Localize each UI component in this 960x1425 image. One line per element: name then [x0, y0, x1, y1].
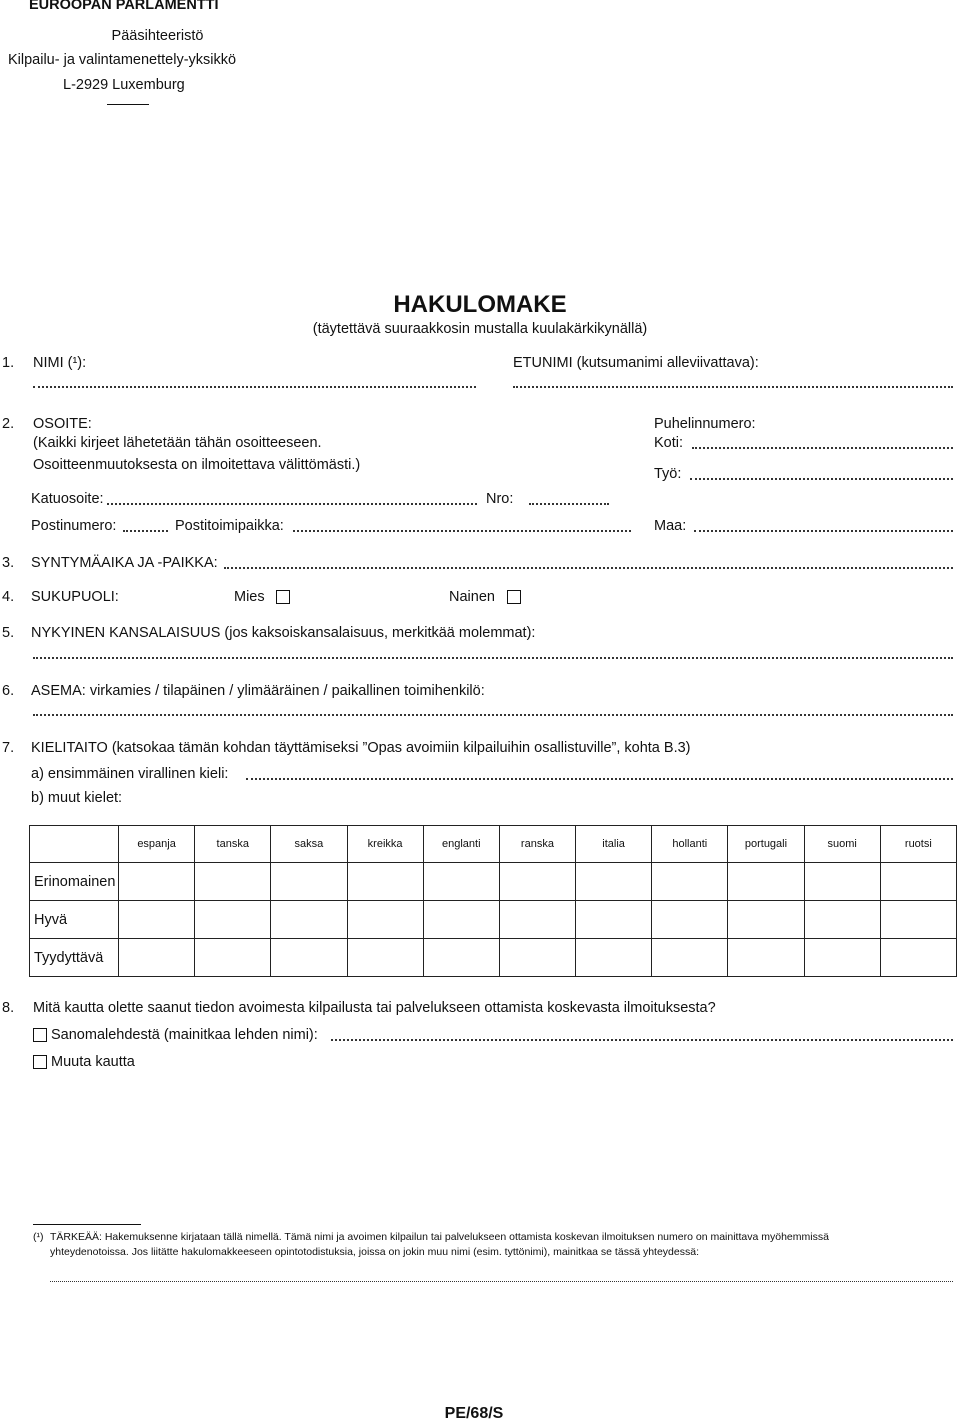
- level-cell[interactable]: [576, 939, 652, 977]
- level-cell[interactable]: [195, 863, 271, 901]
- birth-field[interactable]: [224, 561, 953, 569]
- s5-number: 5.: [2, 625, 15, 641]
- level-cell[interactable]: [804, 863, 880, 901]
- footnote-line-2: yhteydenotoissa. Jos liitätte hakulomakkeeseen opintotodistuksia, joissa on jokin muu nimi (esim. tyttönimi), mainitkaa se tässä yhteydessä:: [50, 1246, 699, 1258]
- postcode-field[interactable]: [123, 524, 168, 532]
- lang-header-cell: suomi: [804, 826, 880, 863]
- name-label: NIMI (¹):: [33, 355, 87, 371]
- unit-name: Kilpailu- ja valintamenettely-yksikkö: [8, 52, 237, 68]
- street-field[interactable]: [107, 497, 477, 505]
- level-cell[interactable]: [195, 939, 271, 977]
- s3-number: 3.: [2, 555, 15, 571]
- country-field[interactable]: [694, 524, 953, 532]
- level-cell[interactable]: [119, 939, 195, 977]
- status-field[interactable]: [33, 708, 953, 716]
- female-label: Nainen: [449, 589, 495, 605]
- level-cell[interactable]: [880, 901, 956, 939]
- male-checkbox[interactable]: [276, 590, 290, 604]
- address-note-2: Osoitteenmuutoksesta on ilmoitettava välittömästi.): [33, 457, 361, 473]
- level-cell[interactable]: [880, 863, 956, 901]
- firstname-label: ETUNIMI (kutsumanimi alleviivattava):: [513, 355, 759, 371]
- s2-number: 2.: [2, 416, 15, 432]
- lang-header-cell: ruotsi: [880, 826, 956, 863]
- level-cell[interactable]: [347, 939, 423, 977]
- footnote-field[interactable]: [50, 1275, 953, 1282]
- firstname-field[interactable]: [513, 380, 953, 388]
- level-cell[interactable]: [804, 939, 880, 977]
- city-field[interactable]: [293, 524, 631, 532]
- language-label: KIELITAITO (katsokaa tämän kohdan täyttämiseksi ”Opas avoimiin kilpailuihin osallistuville”, kohta B.3): [31, 740, 691, 756]
- dept-name: Pääsihteeristö: [111, 28, 204, 44]
- s1-number: 1.: [2, 355, 15, 371]
- form-title: HAKULOMAKE: [393, 291, 567, 318]
- address: L-2929 Luxemburg: [63, 77, 185, 93]
- name-field[interactable]: [33, 380, 476, 388]
- lang-header-cell: espanja: [119, 826, 195, 863]
- level-cell[interactable]: [347, 863, 423, 901]
- level-cell[interactable]: [880, 939, 956, 977]
- level-cell[interactable]: [271, 901, 347, 939]
- nro-field[interactable]: [529, 497, 609, 505]
- newspaper-field[interactable]: [331, 1033, 953, 1041]
- citizenship-field[interactable]: [33, 651, 953, 659]
- lang-header-cell: hollanti: [652, 826, 728, 863]
- female-checkbox[interactable]: [507, 590, 521, 604]
- level-cell[interactable]: [499, 863, 575, 901]
- s4-number: 4.: [2, 589, 15, 605]
- newspaper-checkbox[interactable]: [33, 1028, 47, 1042]
- gender-label: SUKUPUOLI:: [31, 589, 119, 605]
- s7-number: 7.: [2, 740, 15, 756]
- nro-label: Nro:: [486, 491, 514, 507]
- other-source-label: Muuta kautta: [51, 1054, 135, 1070]
- level-cell[interactable]: [271, 863, 347, 901]
- lang-header-cell: kreikka: [347, 826, 423, 863]
- first-language-field[interactable]: [246, 772, 953, 780]
- level-cell[interactable]: [119, 901, 195, 939]
- work-phone-label: Työ:: [654, 466, 682, 482]
- language-table: [29, 825, 957, 977]
- status-label: ASEMA: virkamies / tilapäinen / ylimääräinen / paikallinen toimihenkilö:: [31, 683, 485, 699]
- header-rule: [107, 104, 149, 105]
- lang-header-cell: saksa: [271, 826, 347, 863]
- level-cell[interactable]: [652, 939, 728, 977]
- lang-header-cell: italia: [576, 826, 652, 863]
- work-phone-field[interactable]: [690, 472, 953, 480]
- language-header-row: [30, 826, 957, 863]
- phone-label: Puhelinnumero:: [654, 416, 756, 432]
- level-label: Erinomainen: [30, 863, 119, 901]
- home-phone-label: Koti:: [654, 435, 684, 451]
- level-cell[interactable]: [499, 901, 575, 939]
- lang-header-cell: tanska: [195, 826, 271, 863]
- level-cell[interactable]: [423, 863, 499, 901]
- corner-cell: [30, 826, 119, 863]
- country-label: Maa:: [654, 518, 687, 534]
- postcode-label: Postinumero:: [31, 518, 117, 534]
- footnote-line-1: TÄRKEÄÄ: Hakemuksenne kirjataan tällä nimellä. Tämä nimi ja avoimen kilpailun tai palvelukseen ottamista koskevan ilmoituksen numero on mainittava myöhemmissä: [50, 1231, 829, 1243]
- first-language-label: a) ensimmäinen virallinen kieli:: [31, 766, 229, 782]
- address-label: OSOITE:: [33, 416, 92, 432]
- newspaper-label: Sanomalehdestä (mainitkaa lehden nimi):: [51, 1027, 318, 1043]
- level-cell[interactable]: [652, 901, 728, 939]
- street-label: Katuosoite:: [31, 491, 104, 507]
- male-label: Mies: [234, 589, 265, 605]
- level-cell[interactable]: [804, 901, 880, 939]
- footnote-mark: (¹): [33, 1231, 44, 1243]
- level-cell[interactable]: [576, 863, 652, 901]
- level-cell[interactable]: [271, 939, 347, 977]
- level-cell[interactable]: [347, 901, 423, 939]
- s6-number: 6.: [2, 683, 15, 699]
- level-cell[interactable]: [728, 939, 804, 977]
- birth-label: SYNTYMÄAIKA JA -PAIKKA:: [31, 555, 218, 571]
- level-label: Tyydyttävä: [30, 939, 119, 977]
- s8-number: 8.: [2, 1000, 15, 1016]
- level-row: [30, 939, 957, 977]
- level-cell[interactable]: [423, 901, 499, 939]
- lang-header-cell: englanti: [423, 826, 499, 863]
- level-cell[interactable]: [728, 863, 804, 901]
- city-label: Postitoimipaikka:: [175, 518, 284, 534]
- home-phone-field[interactable]: [692, 441, 953, 449]
- document-code: PE/68/S: [444, 1405, 504, 1422]
- org-name: EUROOPAN PARLAMENTTI: [29, 0, 219, 13]
- lang-header-cell: ranska: [499, 826, 575, 863]
- level-cell[interactable]: [499, 939, 575, 977]
- form-subtitle: (täytettävä suuraakkosin mustalla kuulakärkikynällä): [312, 321, 648, 337]
- level-cell[interactable]: [119, 863, 195, 901]
- level-cell[interactable]: [576, 901, 652, 939]
- level-cell[interactable]: [423, 939, 499, 977]
- level-row: [30, 863, 957, 901]
- level-cell[interactable]: [728, 901, 804, 939]
- footnote-rule: [33, 1224, 141, 1225]
- other-source-checkbox[interactable]: [33, 1055, 47, 1069]
- other-languages-label: b) muut kielet:: [31, 790, 123, 806]
- level-cell[interactable]: [652, 863, 728, 901]
- citizenship-label: NYKYINEN KANSALAISUUS (jos kaksoiskansalaisuus, merkitkää molemmat):: [31, 625, 536, 641]
- source-label: Mitä kautta olette saanut tiedon avoimesta kilpailusta tai palvelukseen ottamista koskevasta ilmoituksesta?: [33, 1000, 716, 1016]
- lang-header-cell: portugali: [728, 826, 804, 863]
- level-cell[interactable]: [195, 901, 271, 939]
- address-note-1: (Kaikki kirjeet lähetetään tähän osoitteeseen.: [33, 435, 322, 451]
- level-row: [30, 901, 957, 939]
- level-label: Hyvä: [30, 901, 119, 939]
